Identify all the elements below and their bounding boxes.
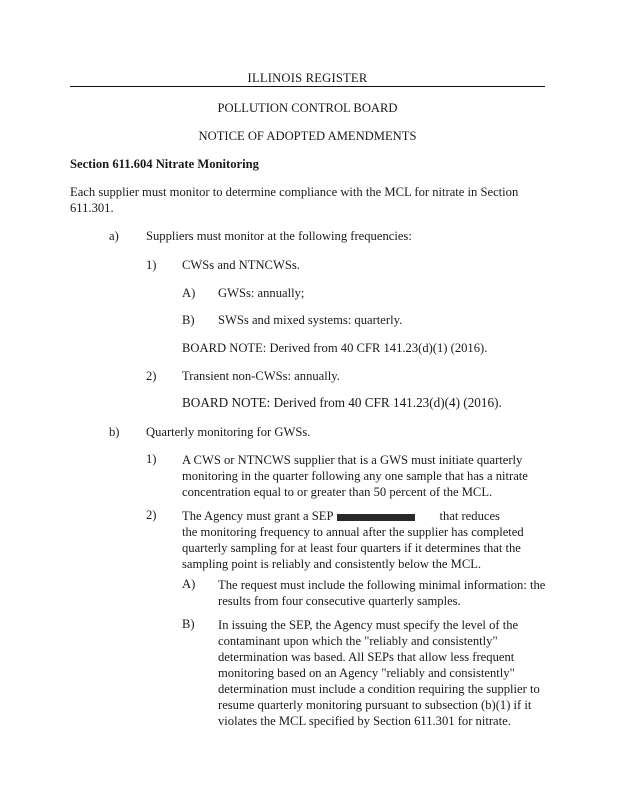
a2-label: 2) (146, 369, 157, 383)
b2-line: sampling point is reliably and consistently below the MCL. (182, 557, 482, 571)
b2A-line: The request must include the following minimal information: the (218, 578, 546, 592)
a1-text: CWSs and NTNCWSs. (182, 258, 300, 272)
b2B-label: B) (182, 617, 195, 631)
b2B-line: determination was based. All SEPs that allow less frequent (218, 650, 515, 664)
b2B-line: contaminant upon which the "reliably and consistently" (218, 634, 498, 648)
b2-line: quarterly sampling for at least four quarters if it determines that the (182, 541, 521, 555)
b2-label: 2) (146, 508, 157, 522)
notice-title: NOTICE OF ADOPTED AMENDMENTS (198, 129, 417, 143)
b2B-line: violates the MCL specified by Section 611.301 for nitrate. (218, 714, 511, 728)
b2B-line: determination must include a condition requiring the supplier to (218, 682, 540, 696)
a1-board-note: BOARD NOTE: Derived from 40 CFR 141.23(d)(1) (2016). (182, 341, 488, 355)
b1-line: monitoring in the quarter following any one sample that has a nitrate (182, 469, 528, 483)
b2B-paragraph (218, 617, 540, 729)
intro-line-1: Each supplier must monitor to determine compliance with the MCL for nitrate in Section (70, 185, 519, 199)
section-heading: Section 611.604 Nitrate Monitoring (70, 157, 259, 171)
header-rule (70, 86, 545, 87)
redaction-mark (337, 514, 415, 521)
b1-label: 1) (146, 452, 157, 466)
b2A-line: results from four consecutive quarterly samples. (218, 594, 461, 608)
a1B-label: B) (182, 313, 195, 327)
a1A-label: A) (182, 286, 196, 300)
b2-line-end: that reduces (439, 509, 500, 523)
b2B-line: In issuing the SEP, the Agency must specify the level of the (218, 618, 519, 632)
b2B-line: monitoring based on an Agency "reliably and consistently" (218, 666, 515, 680)
subsection-b-text: Quarterly monitoring for GWSs. (146, 425, 311, 439)
a2-text: Transient non-CWSs: annually. (182, 369, 340, 383)
subsection-b-label: b) (109, 425, 120, 439)
b2A-paragraph (218, 577, 545, 609)
b1-paragraph (182, 452, 528, 500)
intro-line-2: 611.301. (70, 201, 114, 215)
b1-line: A CWS or NTNCWS supplier that is a GWS must initiate quarterly (182, 453, 523, 467)
b2B-line: resume quarterly monitoring pursuant to subsection (b)(1) if it (218, 698, 532, 712)
b2A-label: A) (182, 577, 196, 591)
register-title: ILLINOIS REGISTER (247, 71, 368, 85)
subsection-a-label: a) (109, 229, 119, 243)
a1A-text: GWSs: annually; (218, 286, 305, 300)
b2-first-line (182, 508, 524, 524)
a2-board-note: BOARD NOTE: Derived from 40 CFR 141.23(d)(4) (2016). (182, 395, 502, 410)
board-title: POLLUTION CONTROL BOARD (217, 101, 398, 115)
a1-label: 1) (146, 258, 157, 272)
b2-paragraph (182, 508, 524, 572)
b1-line: concentration equal to or greater than 50 percent of the MCL. (182, 485, 493, 499)
b2-line-start: The Agency must grant a SEP (182, 509, 334, 523)
a1B-text: SWSs and mixed systems: quarterly. (218, 313, 403, 327)
subsection-a-text: Suppliers must monitor at the following frequencies: (146, 229, 412, 243)
b2-line: the monitoring frequency to annual after the supplier has completed (182, 525, 524, 539)
